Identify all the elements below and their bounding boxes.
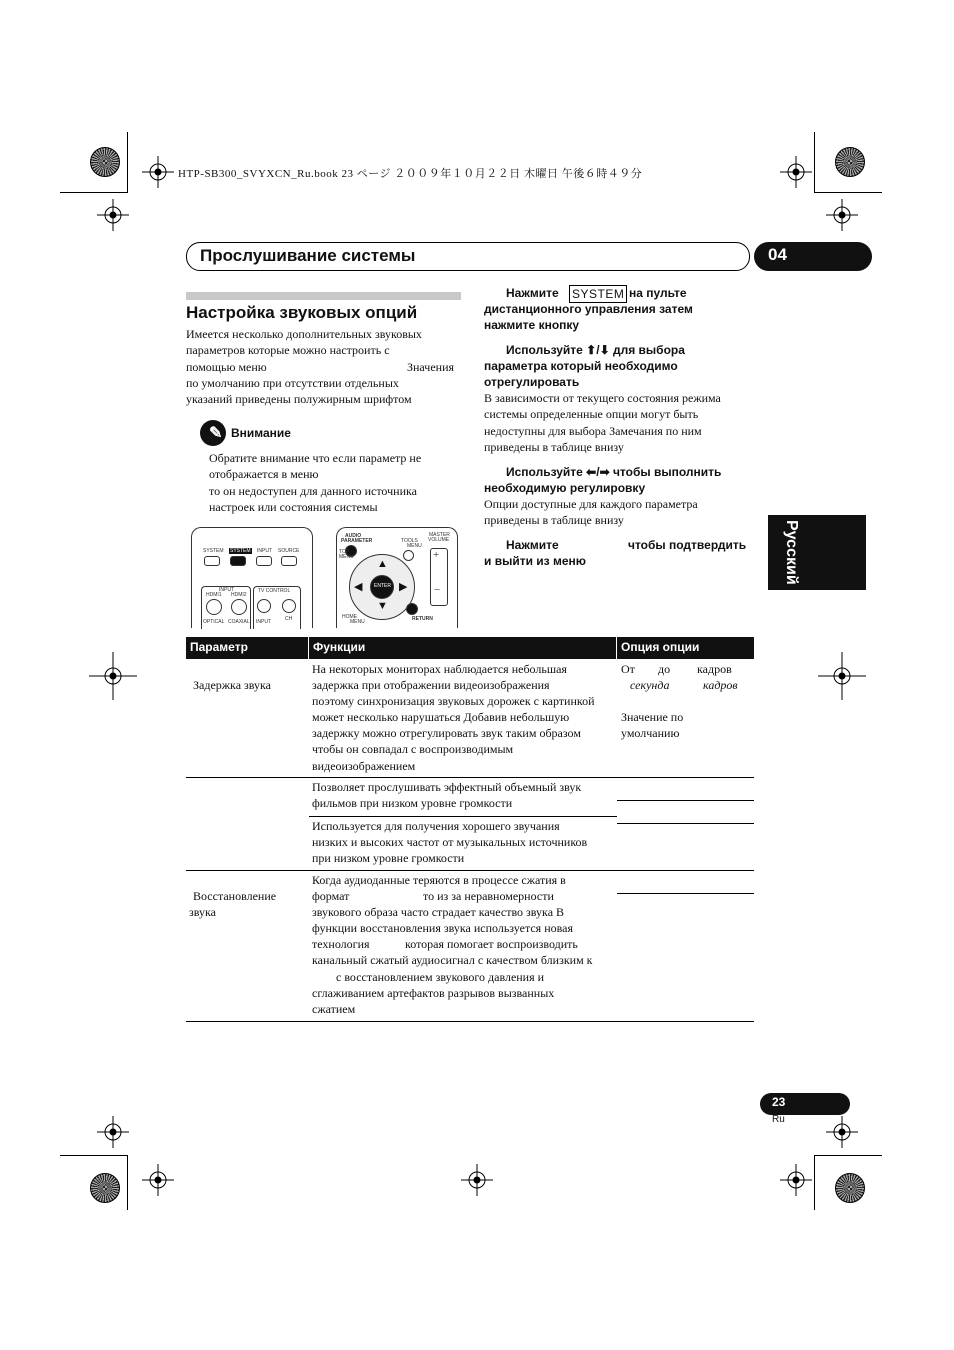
table-rule (617, 893, 754, 894)
remote-label: VOLUME (428, 537, 450, 543)
left-arrow-icon: ◀ (354, 581, 363, 593)
step-text: параметра который необходимо (484, 359, 678, 373)
option-text: умолчанию (621, 726, 680, 740)
remote-illustration-system (191, 527, 313, 628)
intro-line: по умолчанию при отсутствии отдельных (186, 375, 399, 390)
func-line: с восстановлением звукового давления и (336, 969, 545, 984)
warning-title: Внимание (231, 426, 291, 440)
func-line: Когда аудиоданные теряются в процессе сжатия в (312, 873, 566, 887)
system-key-icon: SYSTEM (569, 285, 627, 303)
warning-line: Обратите внимание что если параметр не (209, 451, 422, 465)
func-line: На некоторых мониторах наблюдается небольшая (312, 662, 567, 676)
func-line: чтобы он совпадал с воспроизводимым (312, 742, 514, 757)
remote-label: INPUT (256, 619, 271, 625)
section-intro (186, 326, 461, 407)
step-3 (484, 464, 759, 496)
remote-label: ENTER (374, 583, 391, 589)
intro-line: Значения (407, 359, 455, 374)
func-line: фильмов при низком уровне громкости (312, 796, 513, 811)
step-1 (484, 285, 759, 333)
remote-label: OPTICAL (203, 619, 225, 625)
remote-label: COAXIAL (228, 619, 250, 625)
table-rule (617, 800, 754, 801)
table-header-param: Параметр (190, 640, 248, 654)
func-line: технология (312, 937, 370, 952)
remote-label: HDMI1 (206, 592, 222, 598)
step-body-line: Опции доступные для каждого параметра (484, 497, 698, 511)
step-2 (484, 342, 759, 390)
func-line: задержка при отображении видеоизображения (312, 678, 550, 693)
minus-icon: − (434, 584, 441, 596)
remote-button (231, 599, 247, 615)
remote-label: RETURN (412, 616, 433, 622)
down-arrow-icon: ▼ (377, 600, 388, 612)
step-3-body (484, 496, 759, 529)
table-row-param: Задержка звука (193, 678, 272, 692)
remote-button (281, 556, 297, 566)
remote-label: PARAMETER (341, 538, 373, 544)
option-text: Значение по (621, 710, 684, 724)
option-text: до (658, 662, 671, 676)
remote-illustration-navigation (336, 527, 458, 628)
section-title: Настройка звуковых опций (186, 303, 418, 322)
intro-line: Имеется несколько дополнительных звуковых (186, 327, 422, 341)
func-line: поэтому синхронизация звуковых дорожек с картинкой (312, 694, 595, 709)
func-line: задержку можно отрегулировать звук таким образом (312, 726, 581, 741)
func-line: то из за неравномерности (423, 889, 554, 904)
remote-label: HDMI2 (231, 592, 247, 598)
func-line: которая помогает воспроизводить (405, 937, 578, 952)
step-text: нажмите кнопку (484, 318, 580, 332)
tools-button (403, 550, 414, 561)
remote-button (282, 599, 296, 613)
remote-system-button (230, 556, 246, 566)
warning-text (209, 450, 459, 515)
remote-label: SOURCE (278, 548, 300, 554)
step-text: чтобы подтвердить (628, 538, 747, 552)
remote-label: AUDIO (345, 533, 362, 539)
page-header-title: Прослушивание системы (200, 246, 416, 265)
func-line: сглаживанием артефактов разрывов вызванных (312, 985, 555, 1000)
param-line: звука (189, 905, 216, 920)
step-4 (484, 537, 759, 569)
right-arrow-icon: ▶ (399, 581, 408, 593)
table-header-options: Опция опции (621, 640, 700, 654)
table-rule (617, 823, 754, 824)
option-text: секунда (630, 678, 670, 692)
step-text: Нажмите (506, 538, 559, 552)
remote-label: INPUT (257, 548, 272, 554)
up-arrow-icon: ▲ (377, 558, 388, 570)
func-line: Позволяет прослушивать эффектный объемный звук (312, 780, 582, 794)
remote-button (256, 556, 272, 566)
remote-label: TV CONTROL (258, 588, 291, 594)
plus-icon: + (433, 549, 440, 561)
remote-label: MENU (407, 543, 422, 549)
table-rule (309, 816, 617, 817)
table-header-functions: Функции (313, 640, 366, 654)
page-number: 23 (772, 1095, 786, 1109)
intro-line: параметров которые можно настроить с (186, 343, 390, 358)
func-line: видеоизображением (312, 758, 416, 773)
func-line: звукового образа часто страдает качество звука В (312, 905, 565, 920)
step-text: Используйте ⬅/➡ чтобы выполнить (506, 465, 722, 479)
step-2-body (484, 390, 759, 455)
language-side-tab-label: Русский (783, 520, 800, 585)
func-line: формат (312, 889, 350, 904)
table-rule (186, 1021, 754, 1022)
intro-line: указаний приведены полужирным шрифтом (186, 392, 412, 407)
remote-button (257, 599, 271, 613)
section-rule (186, 292, 461, 300)
step-body-line: В зависимости от текущего состояния режима (484, 391, 721, 405)
remote-label: MENU (339, 554, 354, 560)
table-row-param (189, 888, 277, 920)
remote-label: SYSTEM (230, 548, 251, 554)
table-row-func (312, 779, 616, 811)
table-rule (186, 870, 754, 871)
step-text: Нажмите (506, 286, 559, 300)
table-row-func (312, 661, 616, 774)
remote-label: SYSTEM (203, 548, 224, 554)
func-line: может несколько нарушаться Добавив небольшую (312, 710, 570, 725)
remote-label: MASTER (429, 532, 450, 538)
func-line: при низком уровне громкости (312, 851, 465, 866)
step-text: на пульте (629, 286, 687, 300)
step-text: дистанционного управления затем (484, 302, 693, 316)
table-row-func (312, 818, 616, 866)
remote-label: TOP (339, 549, 350, 555)
step-text: Используйте ⬆/⬇ для выбора (506, 343, 685, 357)
intro-line: помощью меню (186, 359, 267, 374)
remote-label: HOME (342, 614, 357, 620)
table-rule (186, 777, 754, 778)
func-line: Используется для получения хорошего звучания (312, 819, 560, 833)
remote-button (204, 556, 220, 566)
remote-label: CH (285, 616, 293, 622)
remote-button (206, 599, 222, 615)
func-line: сжатием (312, 1001, 356, 1016)
return-button (406, 603, 418, 615)
chapter-number: 04 (768, 245, 787, 264)
option-text: кадров (697, 662, 732, 676)
param-line: Восстановление (193, 889, 277, 903)
remote-label: TOOLS (401, 538, 418, 544)
option-text: кадров (703, 678, 738, 692)
step-body-line: недоступны для выбора Замечания по ним (484, 423, 702, 438)
page-language: Ru (772, 1114, 785, 1125)
step-text: и выйти из меню (484, 554, 587, 568)
caution-icon: ✎ (200, 420, 226, 446)
table-row-func (312, 872, 616, 1017)
remote-label: INPUT (219, 587, 234, 593)
option-text: От (621, 662, 635, 676)
warning-line: то он недоступен для данного источника (209, 483, 417, 498)
func-line: канальный сжатый аудиосигнал с качеством близким к (312, 953, 593, 968)
warning-line: отображается в меню (209, 467, 319, 482)
warning-line: настроек или состояния системы (209, 499, 378, 514)
step-body-line: приведены в таблице внизу (484, 439, 624, 454)
func-line: функции восстановления звука используется новая (312, 921, 573, 936)
step-text: необходимую регулировку (484, 481, 646, 495)
step-body-line: системы определенные опции могут быть (484, 407, 699, 422)
step-text: отрегулировать (484, 375, 580, 389)
step-body-line: приведены в таблице внизу (484, 513, 624, 528)
print-info-line: HTP-SB300_SVYXCN_Ru.book 23 ページ ２００９年１０月２２日 木曜日 午後６時４９分 (178, 168, 643, 180)
func-line: низких и высоких частот от музыкальных источников (312, 835, 588, 850)
remote-label: MENU (350, 619, 365, 625)
